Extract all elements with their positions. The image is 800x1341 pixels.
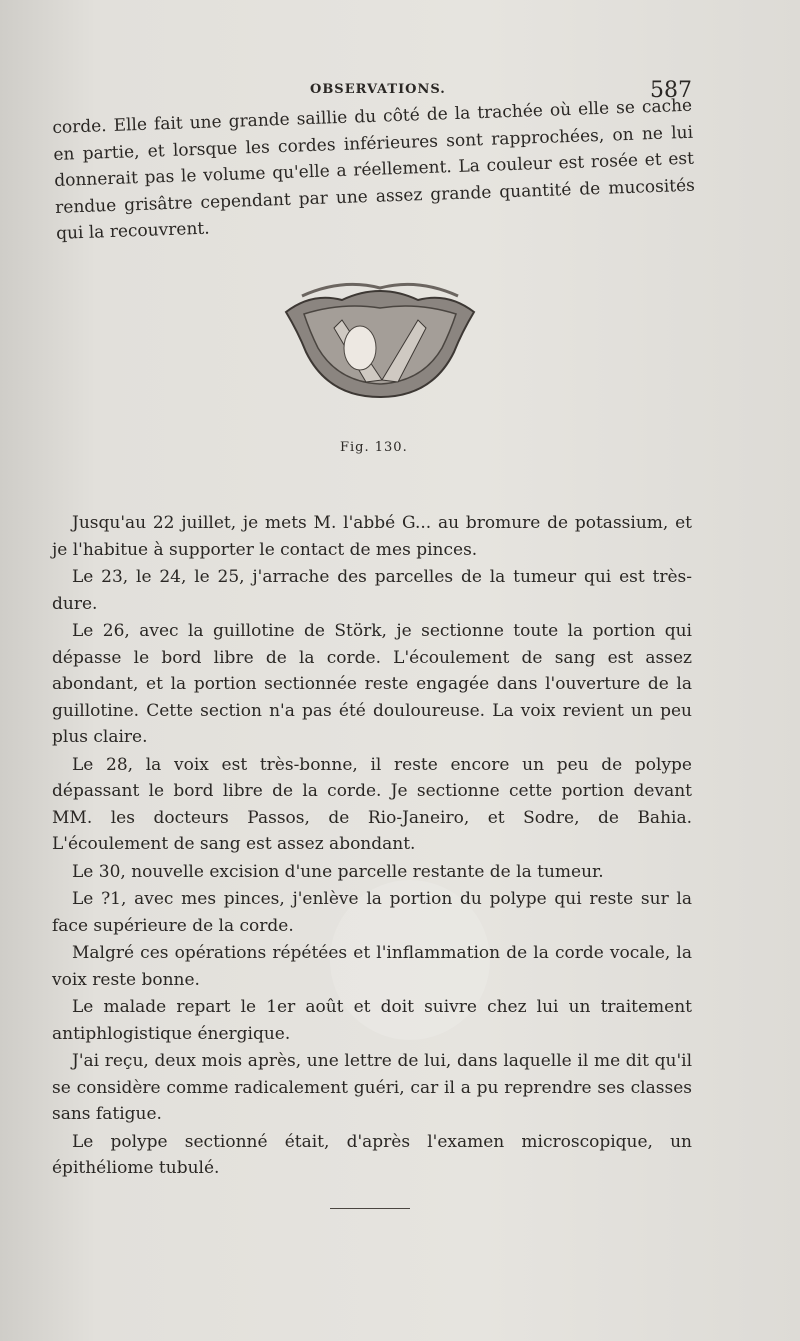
continued-paragraph: corde. Elle fait une grande saillie du côté de la trachée où elle se cache en partie, et lorsque les cordes inférieures sont rapprochées, on ne lui donnerait pas le volume qu'elle a réellement. La couleur est rosée et est rendue grisâtre cependant par une assez grande quantité de mucosités qui la recouvrent.: [52, 95, 696, 244]
figure-caption: Fig. 130.: [340, 440, 408, 455]
page-number: 587: [650, 78, 692, 103]
body-text: [52, 510, 692, 1183]
paragraph: Le 28, la voix est très-bonne, il reste encore un peu de polype dépassant le bord libre de la corde. Je sectionne cette portion devant MM. les docteurs Passos, de Rio-Janeiro, et Sodre, de Bahia. L'écoulement de sang est assez abondant.: [52, 754, 692, 854]
paragraph: Malgré ces opérations répétées et l'inflammation de la corde vocale, la voix reste bonne.: [52, 943, 692, 990]
larynx-illustration: [282, 272, 478, 402]
paragraph: Le 23, le 24, le 25, j'arrache des parcelles de la tumeur qui est très-dure.: [52, 567, 692, 614]
running-head: OBSERVATIONS.: [310, 82, 446, 97]
paragraph: J'ai reçu, deux mois après, une lettre de lui, dans laquelle il me dit qu'il se considère comme radicalement guéri, car il a pu reprendre ses classes sans fatigue.: [52, 1051, 692, 1124]
paragraph: Jusqu'au 22 juillet, je mets M. l'abbé G... au bromure de potassium, et je l'habitue à supporter le contact de mes pinces.: [52, 513, 692, 560]
paragraph: Le 30, nouvelle excision d'une parcelle restante de la tumeur.: [72, 861, 604, 882]
section-rule: [330, 1208, 410, 1209]
paragraph: Le ?1, avec mes pinces, j'enlève la portion du polype qui reste sur la face supérieure de la corde.: [52, 889, 692, 936]
paragraph: Le malade repart le 1er août et doit suivre chez lui un traitement antiphlogistique énergique.: [52, 997, 692, 1044]
paragraph: Le 26, avec la guillotine de Störk, je sectionne toute la portion qui dépasse le bord libre de la corde. L'écoulement de sang est assez abondant, et la portion sectionnée reste engagée dans l'ouverture de la guillotine. Cette section n'a pas été douloureuse. La voix revient un peu plus claire.: [52, 621, 692, 747]
paragraph: Le polype sectionné était, d'après l'examen microscopique, un épithéliome tubulé.: [52, 1131, 692, 1178]
